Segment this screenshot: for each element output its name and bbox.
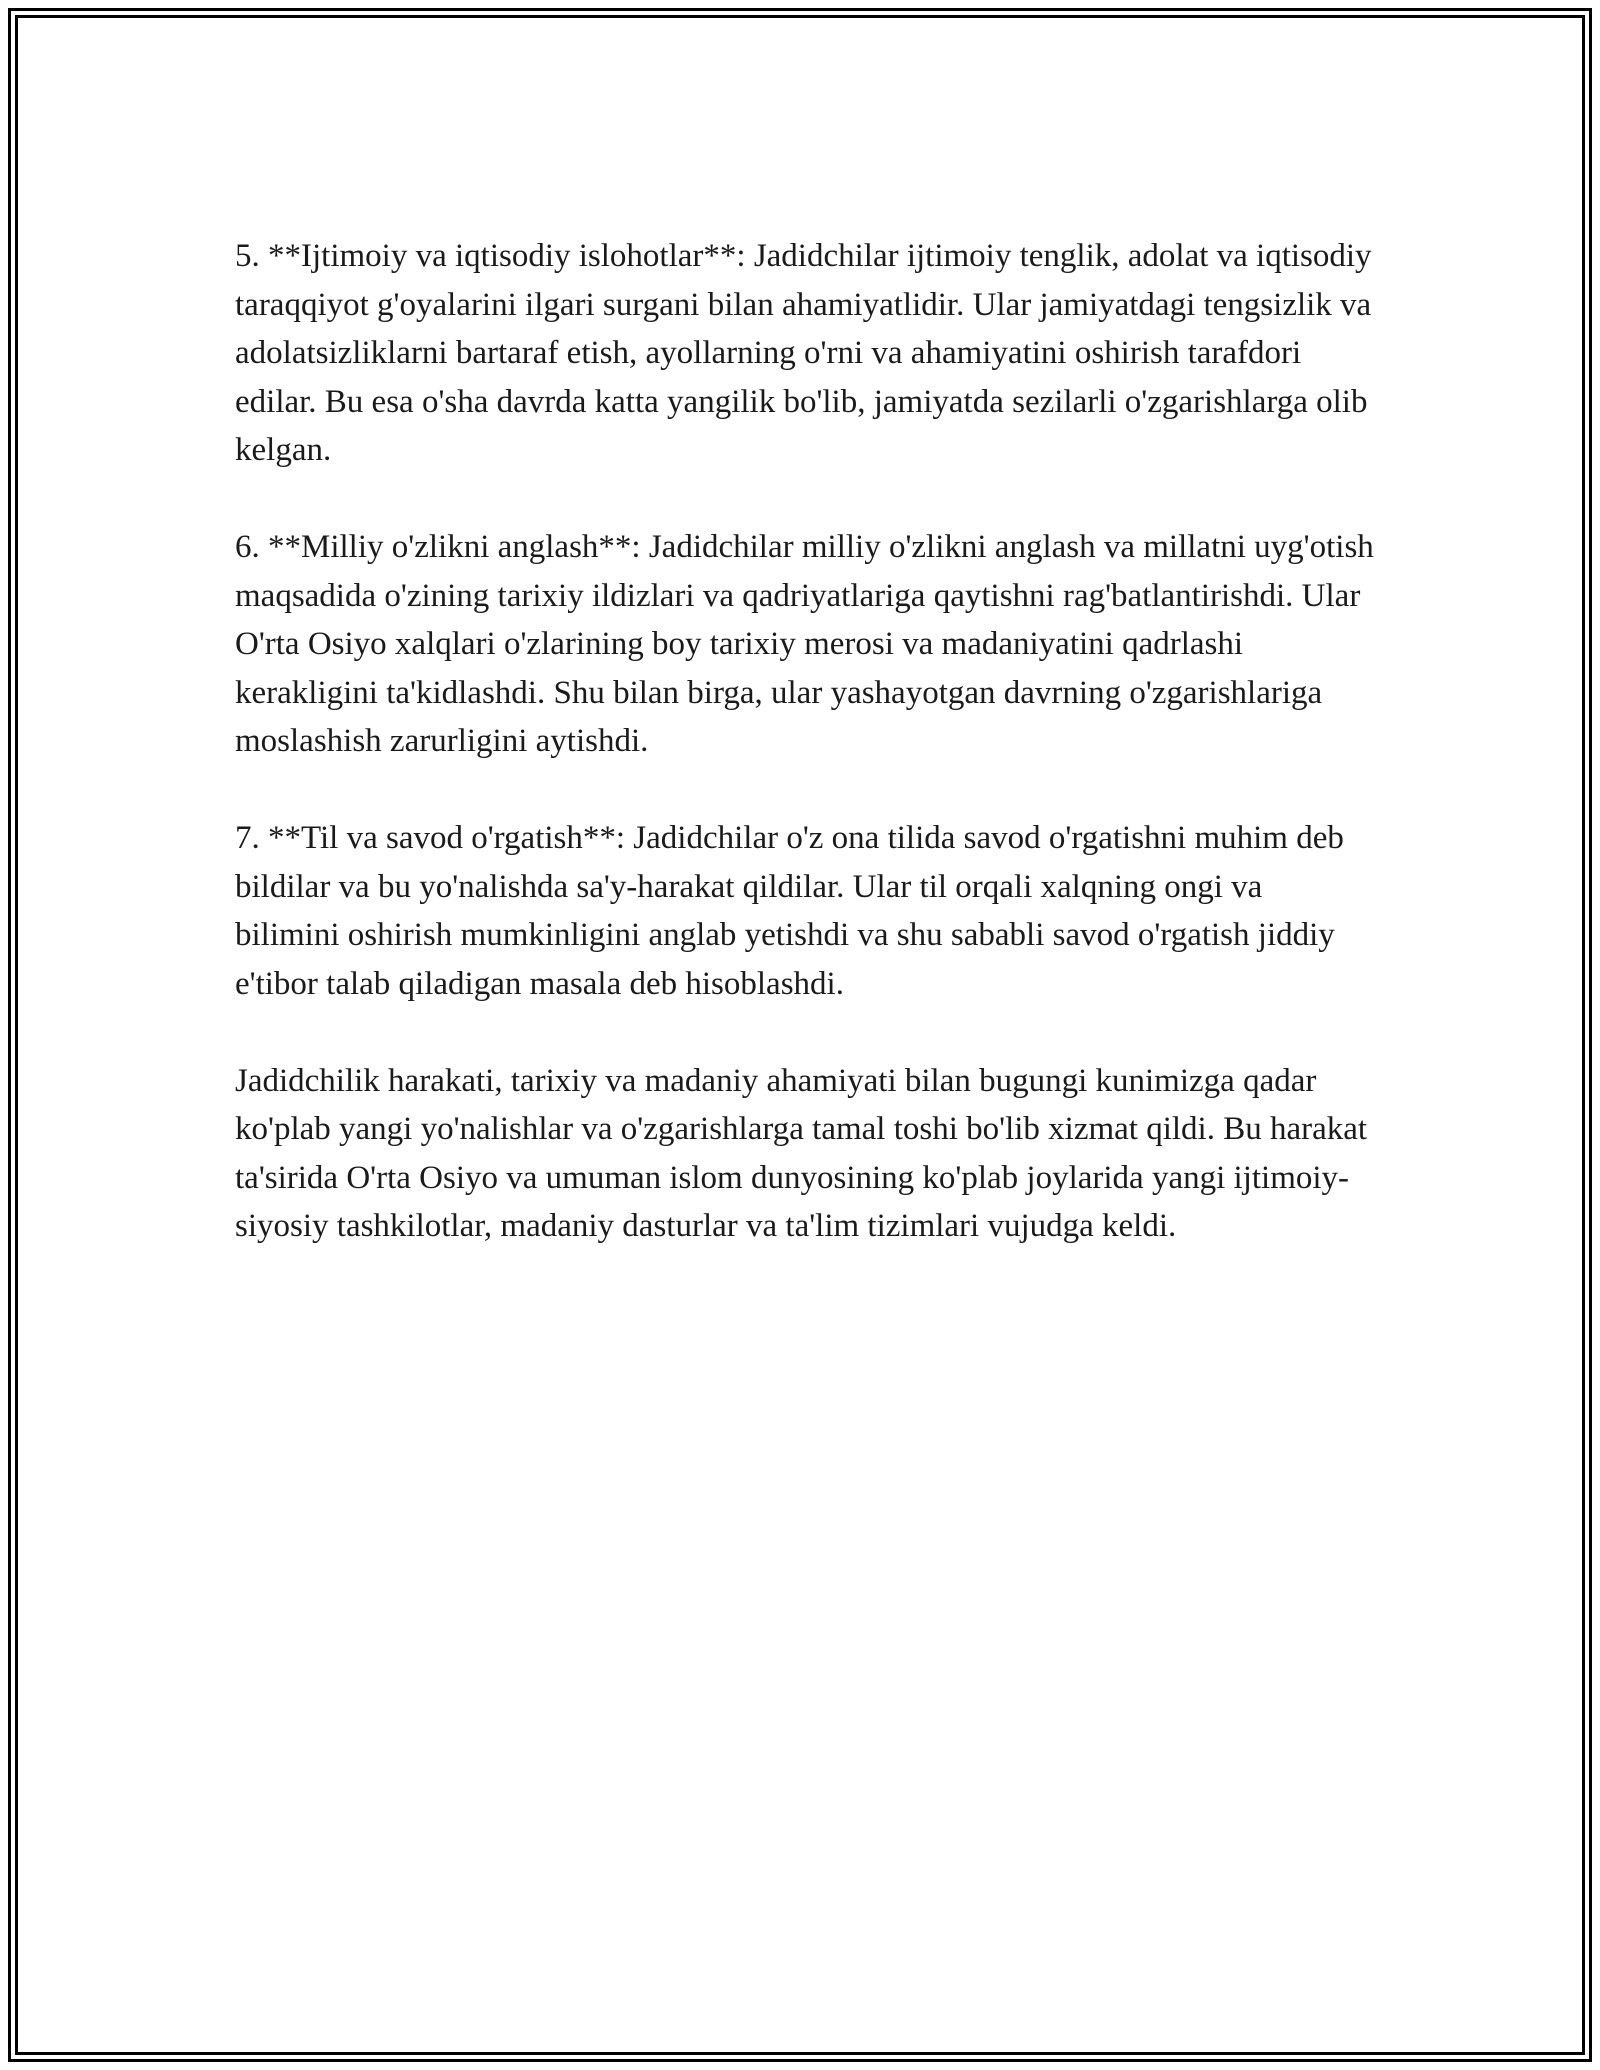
document-body: [235, 232, 1375, 1299]
paragraph-language-literacy: 7. **Til va savod o'rgatish**: Jadidchilar o'z ona tilida savod o'rgatishni muhim deb bildilar va bu yo'nalishda sa'y-harakat qildilar. Ular til orqali xalqning ongi va bilimini oshirish mumkinligini anglab yetishdi va shu sababli savod o'rgatish jiddiy e'tibor talab qiladigan masala deb hisoblashdi.: [235, 820, 1344, 1002]
paragraph-national-identity: 6. **Milliy o'zlikni anglash**: Jadidchilar milliy o'zlikni anglash va millatni uyg'otish maqsadida o'zining tarixiy ildizlari va qadriyatlariga qaytishni rag'batlantirishdi. Ular O'rta Osiyo xalqlari o'zlarining boy tarixiy merosi va madaniyatini qadrlashi kerakligini ta'kidlashdi. Shu bilan birga, ular yashayotgan davrning o'zgarishlariga moslashish zarurligini aytishdi.: [235, 529, 1374, 759]
paragraph-conclusion: Jadidchilik harakati, tarixiy va madaniy ahamiyati bilan bugungi kunimizga qadar ko'plab yangi yo'nalishlar va o'zgarishlarga tamal toshi bo'lib xizmat qildi. Bu harakat ta'sirida O'rta Osiyo va umuman islom dunyosining ko'plab joylarida yangi ijtimoiy-siyosiy tashkilotlar, madaniy dasturlar va ta'lim tizimlari vujudga keldi.: [235, 1062, 1368, 1244]
paragraph-social-economic-reforms: 5. **Ijtimoiy va iqtisodiy islohotlar**: Jadidchilar ijtimoiy tenglik, adolat va iqtisodiy taraqqiyot g'oyalarini ilgari surgani bilan ahamiyatlidir. Ular jamiyatdagi tengsizlik va adolatsizliklarni bartaraf etish, ayollarning o'rni va ahamiyatini oshirish tarafdori edilar. Bu esa o'sha davrda katta yangilik bo'lib, jamiyatda sezilarli o'zgarishlarga olib kelgan.: [235, 238, 1372, 468]
